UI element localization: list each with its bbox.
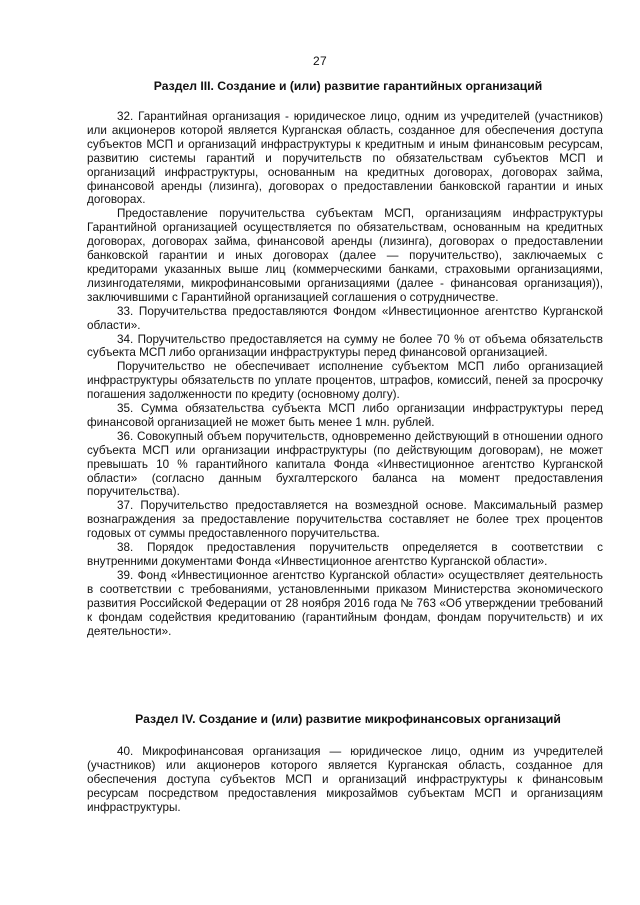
paragraph-34: 34. Поручительство предоставляется на сумму не более 70 % от объема обязательств субъекта МСП либо организации инфраструктуры перед финансовой организацией.: [87, 332, 603, 360]
section-4-body: [87, 745, 603, 815]
paragraph-34-scope: Поручительство не обеспечивает исполнение субъектом МСП либо организацией инфраструктуры обязательств по уплате процентов, штрафов, комиссий, пеней за просрочку погашения задолженности по кредиту (основному долгу).: [87, 360, 603, 402]
paragraph-38: 38. Порядок предоставления поручительств определяется в соответствии с внутренними документами Фонда «Инвестиционное агентство Курганской области».: [87, 541, 603, 568]
paragraph-35: 35. Сумма обязательства субъекта МСП либо организации инфраструктуры перед финансовой организацией не может быть менее 1 млн. рублей.: [87, 402, 603, 429]
section-4-heading: Раздел IV. Создание и (или) развитие микрофинансовых организаций: [135, 712, 561, 726]
page-number: 27: [313, 54, 327, 68]
paragraph-32-guarantee: Предоставление поручительства субъектам МСП, организациям инфраструктуры Гарантийной организацией осуществляется по обязательствам, основанным на кредитных договорах, договорах займа, финансовой аренды (лизинга), договорах о предоставлении банковской гарантии и иных договорах (далее — поручительство), заключаемых с кредиторами указанных выше лиц (коммерческими банками, страховыми организациями, лизингодателями, микрофинансовыми организациями (далее - финансовая организация)), заключившими с Гарантийной организацией соглашения о сотрудничестве.: [87, 207, 603, 304]
paragraph-40: 40. Микрофинансовая организация — юридическое лицо, одним из учредителей (участников) или акционеров которого является Курганская область, созданное для обеспечения доступа субъектов МСП и организаций инфраструктуры к финансовым ресурсам посредством предоставления микрозаймов субъектам МСП и организациям инфраструктуры.: [87, 745, 603, 814]
paragraph-36: 36. Совокупный объем поручительств, одновременно действующий в отношении одного субъекта МСП или организации инфраструктуры (по действующим договорам), не может превышать 10 % гарантийного капитала Фонда «Инвестиционное агентство Курганской области» (согласно данным бухгалтерского баланса на момент предоставления поручительства).: [87, 429, 603, 499]
section-3-body: [87, 110, 603, 638]
paragraph-39: 39. Фонд «Инвестиционное агентство Курганской области» осуществляет деятельность в соответствии с требованиями, установленными приказом Министерства экономического развития Российской Федерации от 28 ноября 2016 года № 763 «Об утверждении требований к фондам содействия кредитованию (гарантийным фондам, фондам поручительств) и их деятельности».: [87, 568, 603, 638]
paragraph-32: 32. Гарантийная организация - юридическое лицо, одним из учредителей (участников) или акционеров которой является Курганская область, созданное для обеспечения доступа субъектов МСП и организаций инфраструктуры к кредитным и иным финансовым ресурсам, развитию системы гарантий и поручительств по обязательствам субъектов МСП и организаций инфраструктуры, основанным на кредитных договорах, договорах займа, финансовой аренды (лизинга), договорах о предоставлении банковской гарантии и иных договорах.: [87, 110, 603, 207]
section-3-heading: Раздел III. Создание и (или) развитие гарантийных организаций: [153, 79, 543, 93]
paragraph-37: 37. Поручительство предоставляется на возмездной основе. Максимальный размер вознаграждения за предоставление поручительства составляет не более трех процентов годовых от суммы предоставленного поручительства.: [87, 499, 603, 541]
paragraph-33: 33. Поручительства предоставляются Фондом «Инвестиционное агентство Курганской области».: [87, 304, 603, 332]
